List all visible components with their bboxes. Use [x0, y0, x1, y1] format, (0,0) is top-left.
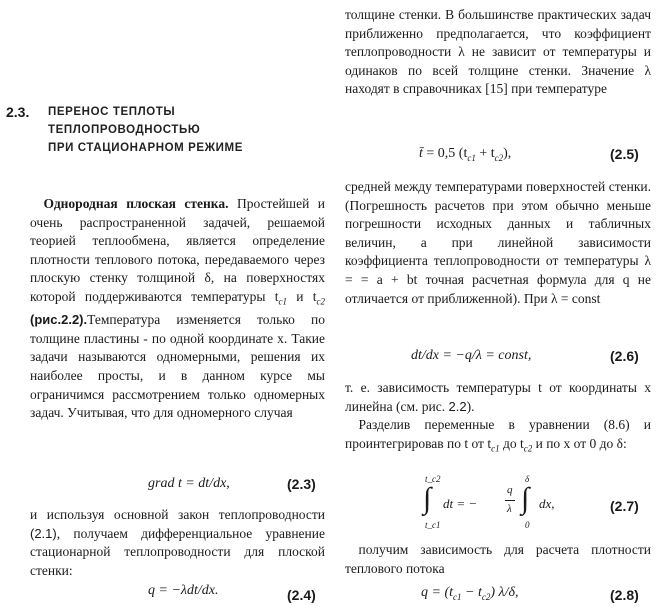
section-title-line-2: ТЕПЛОПРОВОДНОСТЬЮ	[48, 124, 201, 136]
equation-2-7: t_c2 ∫ t_c1 dt = − q λ δ ∫ 0 dx,	[423, 474, 555, 530]
equation-2-8: $q = (t_{c1} - t_{c2})$ λ/δ,	[421, 585, 519, 602]
figure-reference-2[interactable]: 2.2	[448, 398, 467, 414]
integral-lower-limit-x: 0	[525, 520, 530, 530]
integral-sign: ∫	[423, 482, 432, 515]
paragraph-fourier-law: и используя основной закон теплопроводности (2.1), получаем дифференциальное уравнение стационарной теплопроводности для плоской стенки:	[30, 507, 325, 578]
paragraph-integration: Разделив переменные в уравнении (8.6) и проинтегрировав по t от $t_{c1}$ до $t_{c2}$ и по x от 0 до δ:	[345, 417, 651, 454]
section-number: 2.3.	[6, 104, 30, 120]
paragraph-plane-wall: Однородная плоская стенка. Простейшей и очень распространенной задачей, решаемой теорией теплообмена, является определение плотности теплового потока, передаваемого через плоскую стенку толщиной δ, на поверхностях которой поддерживаются температуры $t_{c1}$ и $t_{c2}$ (рис.2.2).Температура изменяется только по толщине пластины - по одной координате x. Такие задачи называются одномерными, решения их наиболее просты, и в данном курсе мы ограничимся рассмотрением только одномерных задач. Учитывая, что для одномерного случая	[30, 196, 325, 421]
integral-upper-limit-t: t_c2	[425, 474, 441, 484]
equation-number-2-3: (2.3)	[287, 476, 316, 492]
equation-number-2-7: (2.7)	[610, 498, 639, 514]
paragraph-result: получим зависимость для расчета плотности теплового потока	[345, 542, 651, 576]
equation-2-3: grad t = dt/dx,	[148, 476, 230, 491]
section-title-line-1: ПЕРЕНОС ТЕПЛОТЫ	[48, 106, 176, 118]
equation-reference[interactable]: (2.1)	[30, 525, 57, 541]
equation-2-6: dt/dx = −q/λ = const,	[411, 348, 532, 363]
equation-number-2-5: (2.5)	[610, 146, 639, 162]
integral-lower-limit-t: t_c1	[425, 520, 441, 530]
equation-number-2-6: (2.6)	[610, 348, 639, 364]
paragraph-conductivity: толщине стенки. В большинстве практических задач приближенно предполагается, что коэффициент теплопроводности λ не зависит от температуры и одинаков по всей толщине стенки. Значение λ находят в справочниках [15] при температуре	[345, 7, 651, 97]
integral-upper-limit-x: δ	[525, 474, 530, 484]
integral-sign-2: ∫	[521, 482, 530, 515]
equation-number-2-4: (2.4)	[287, 587, 316, 603]
paragraph-linear: т. е. зависимость температуры t от координаты x линейна (см. рис. 2.2).	[345, 380, 651, 414]
equation-2-4: q = −λdt/dx.	[148, 583, 219, 598]
figure-reference[interactable]: (рис.2.2).	[30, 312, 88, 328]
paragraph-lead: Однородная плоская стенка.	[43, 196, 229, 211]
paragraph-mean-temperature: средней между температурами поверхностей стенки. (Погрешность расчетов при этом обычно меньше погрешности исходных данных и табличных величин, а при линейной зависимости коэффициента теплопроводности от температуры λ = = a + bt точная расчетная формула для q не отличается от приближенной). При λ = const	[345, 179, 651, 306]
equation-2-5: t̄ = 0,5 $(t_{c1} + t_{c2})$,	[419, 146, 512, 163]
equation-number-2-8: (2.8)	[610, 587, 639, 603]
section-title-line-3: ПРИ СТАЦИОНАРНОМ РЕЖИМЕ	[48, 142, 243, 154]
